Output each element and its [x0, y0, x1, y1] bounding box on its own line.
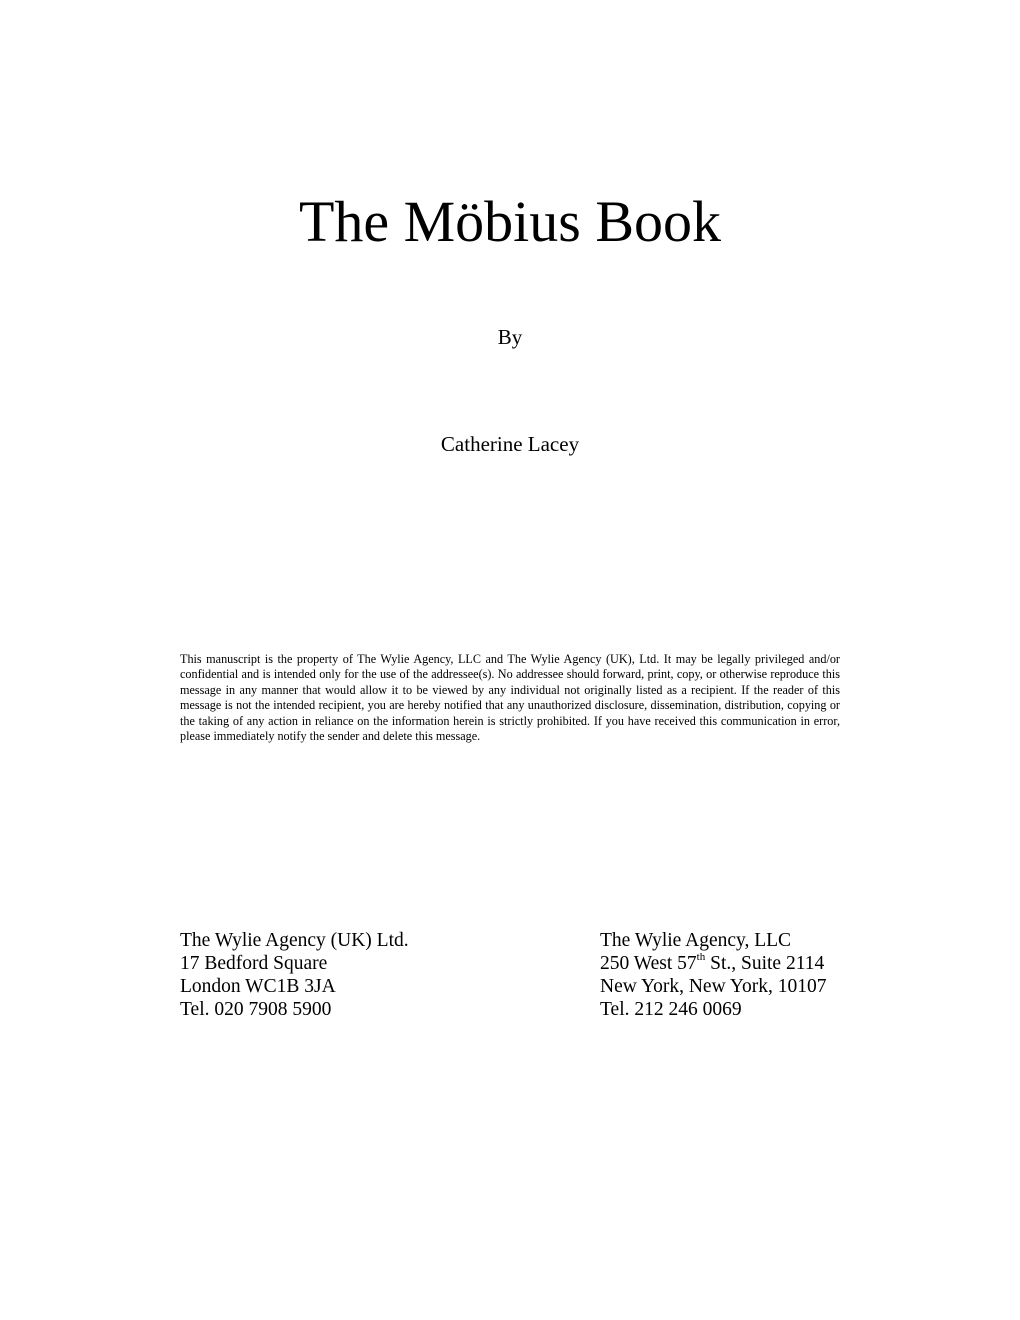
- confidentiality-disclaimer: This manuscript is the property of The Wylie Agency, LLC and The Wylie Agency (UK), Ltd. It may be legally privileged and/or confidential and is intended only for the use of the addressee(s). No addressee should forward, print, copy, or otherwise reproduce this message in any manner that would allow it to be viewed by any individual not originally listed as a recipient. If the reader of this message is not the intended recipient, you are hereby notified that any unauthorized disclosure, dissemination, distribution, copying or the taking of any action in reliance on the information herein is strictly prohibited. If you have received this communication in error, please immediately notify the sender and delete this message.: [180, 652, 840, 744]
- address-block-us: [600, 929, 826, 1021]
- telephone-uk: Tel. 020 7908 5900: [180, 999, 332, 1020]
- street-uk: 17 Bedford Square: [180, 953, 328, 974]
- city-us: New York, New York, 10107: [600, 976, 827, 997]
- address-block-uk: [180, 929, 409, 1021]
- city-uk: London WC1B 3JA: [180, 976, 336, 997]
- agency-name-uk: The Wylie Agency (UK) Ltd.: [180, 930, 409, 951]
- telephone-us: Tel. 212 246 0069: [600, 999, 742, 1020]
- street-us-prefix: 250 West 57: [600, 953, 697, 974]
- author-name: Catherine Lacey: [440, 432, 580, 456]
- street-us-suffix: St., Suite 2114: [705, 953, 825, 974]
- by-line: By: [497, 325, 523, 349]
- agency-name-us: The Wylie Agency, LLC: [600, 930, 792, 951]
- street-us-ordinal-suffix: th: [696, 950, 706, 963]
- street-us: [600, 952, 826, 975]
- book-title: The Möbius Book: [298, 189, 722, 254]
